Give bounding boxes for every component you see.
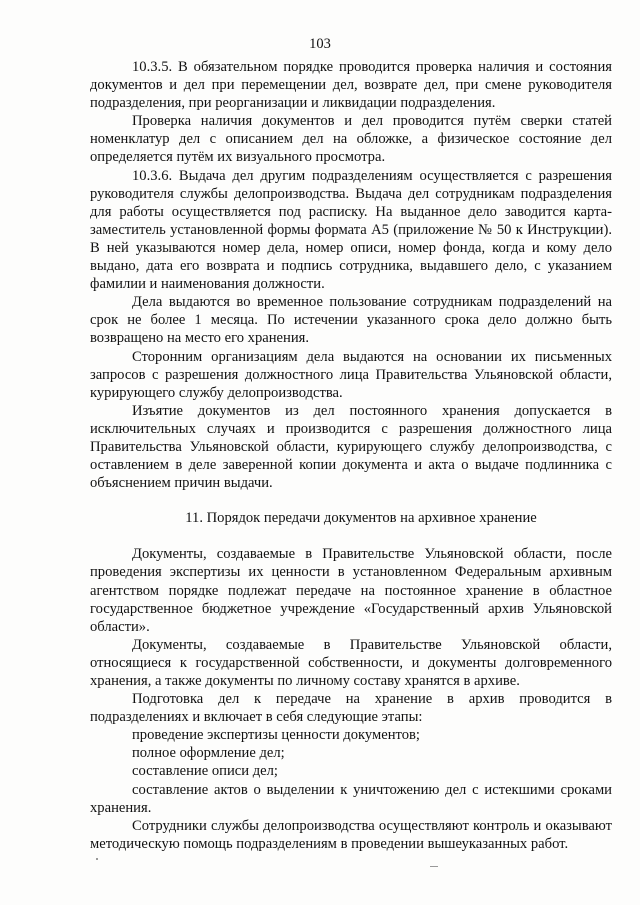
paragraph-10-3-5: 10.3.5. В обязательном порядке проводится проверка наличия и состояния документов и дел при перемещении дел, возврате дел, при смене руководителя подразделения, при реорганизации и ликвидации подразделения. (90, 59, 612, 112)
document-body (90, 58, 612, 853)
paragraph-archive-storage: Документы, создаваемые в Правительстве Ульяновской области, относящиеся к государственной собственности, и документы долговременного хранения, а также документы по личному составу хранятся в архиве. (90, 636, 612, 689)
list-item: проведение экспертизы ценности документов; (132, 727, 420, 744)
paragraph-third-parties: Сторонним организациям дела выдаются на основании их письменных запросов с разрешения должностного лица Правительства Ульяновской области, курирующего службу делопроизводства. (90, 348, 612, 401)
scan-speck (96, 858, 98, 860)
list-item: полное оформление дел; (132, 745, 285, 762)
paragraph-closing: Сотрудники службы делопроизводства осуществляют контроль и оказывают методическую помощь подразделениям в проведении вышеуказанных работ. (90, 817, 612, 852)
list-item: составление описи дел; (132, 763, 278, 780)
paragraph-10-3-6: 10.3.6. Выдача дел другим подразделениям осуществляется с разрешения руководителя службы делопроизводства. Выдача дел сотрудникам подразделения для работы осуществляется под расписку. На выданное дело заводится карта-заместитель установленной формы формата А5 (приложение № 50 к Инструкции). В ней указываются номер дела, номер описи, номер фонда, когда и кому дело выдано, дата его возврата и подпись сотрудника, выдавшего дело, с указанием фамилии и наименования должности. (90, 167, 612, 293)
paragraph-archive-transfer: Документы, создаваемые в Правительстве Ульяновской области, после проведения экспертизы их ценности в установленном Федеральным архивным агентством порядке подлежат передаче на постоянное хранение в областное государственное бюджетное учреждение «Государственный архив Ульяновской области». (90, 546, 612, 635)
page-number: 103 (309, 36, 331, 52)
paragraph-withdrawal: Изъятие документов из дел постоянного хранения допускается в исключительных случаях и производится с разрешения должностного лица Правительства Ульяновской области, курирующего службу делопроизводства, с оставлением в деле заверенной копии документа и акта о выдаче подлинника с объяснением причин выдачи. (90, 402, 612, 492)
paragraph-preparation: Подготовка дел к передаче на хранение в архив проводится в подразделениях и включает в себя следующие этапы: (90, 691, 612, 726)
paragraph-check-procedure: Проверка наличия документов и дел проводится путём сверки статей номенклатур дел с описанием дел на обложке, а физическое состояние дел определяется путём их визуального просмотра. (90, 113, 612, 166)
paragraph-temporary-use: Дела выдаются во временное пользование сотрудникам подразделений на срок не более 1 месяца. По истечении указанного срока дело должно быть возвращено на место его хранения. (90, 294, 612, 347)
section-heading: 11. Порядок передачи документов на архивное хранение (185, 510, 537, 527)
list-item-last: составление актов о выделении к уничтожению дел с истекшими сроками хранения. (90, 781, 612, 816)
scan-speck (430, 866, 438, 867)
